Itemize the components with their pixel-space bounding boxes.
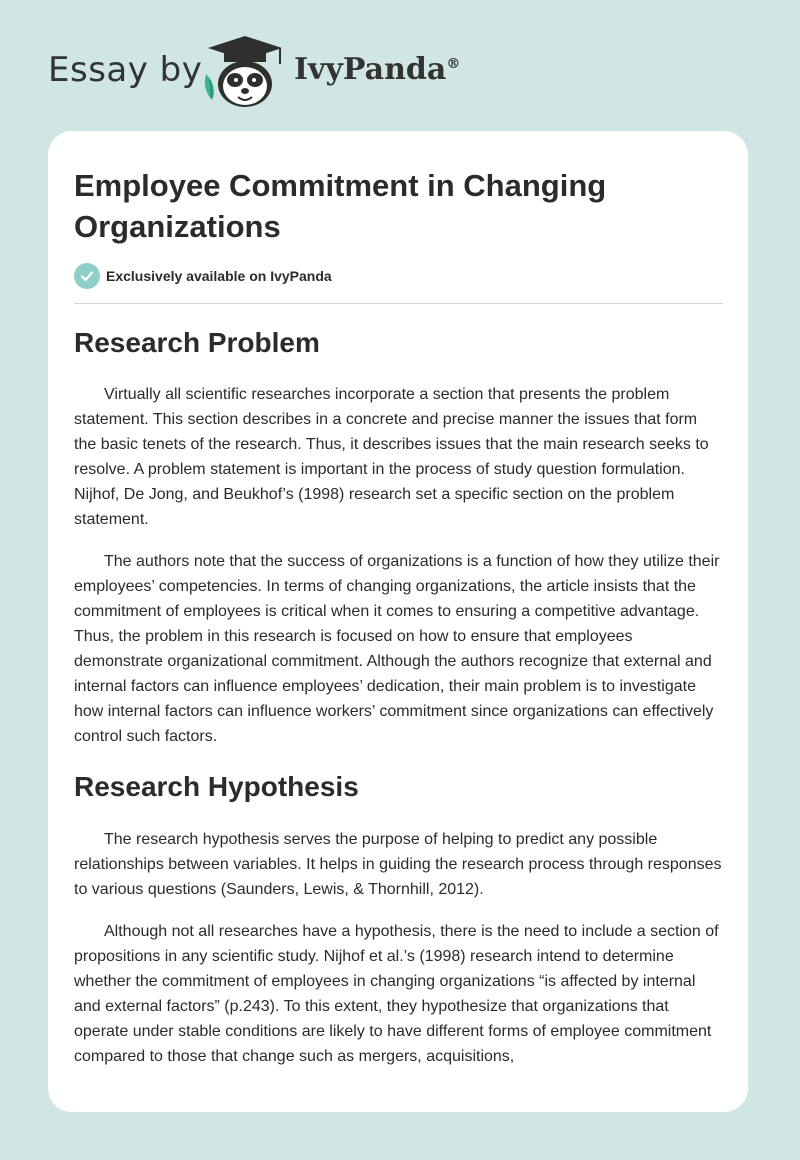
exclusive-label: Exclusively available on IvyPanda xyxy=(106,268,332,284)
section-heading: Research Problem xyxy=(74,327,320,358)
registered-mark: ® xyxy=(446,56,461,72)
paragraph: Although not all researches have a hypothesis, there is the need to include a section of propositions in any scientific study. Nijhof et al.’s (1998) research intend to determine whether the commitment of employees in changing organizations “is affected by internal and external factors” (p.243). To this extent, they hypothesize that organizations that operate under stable conditions are likely to have different forms of employee commitment compared to those that change such as mergers, acquisitions, xyxy=(74,923,719,1065)
section-research-hypothesis xyxy=(74,769,723,1069)
paragraph: The authors note that the success of organizations is a function of how they utilize their employees’ competencies. In terms of changing organizations, the article insists that the commitment of employees is critical when it comes to ensuring a competitive advantage. Thus, the problem in this research is focused on how to ensure that employees demonstrate organizational commitment. Although the authors recognize that external and internal factors can influence employees’ dedication, their main problem is to investigate how internal factors can influence workers’ commitment since organizations can effectively control such factors. xyxy=(74,553,720,745)
site-header xyxy=(48,30,748,110)
section-heading: Research Hypothesis xyxy=(74,771,359,802)
exclusive-badge xyxy=(74,263,332,289)
divider xyxy=(74,303,723,304)
check-circle-icon xyxy=(74,263,100,289)
panda-graduate-logo-icon[interactable] xyxy=(200,34,290,110)
essay-by-label: Essay by xyxy=(48,50,203,90)
paragraph: Virtually all scientific researches incorporate a section that presents the problem statement. This section describes in a concrete and precise manner the issues that form the basic tenets of the research. Thus, it describes issues that the main research seeks to resolve. A problem statement is important in the process of study question formulation. Nijhof, De Jong, and Beukhof’s (1998) research set a specific section on the problem statement. xyxy=(74,386,709,528)
brand-text: IvyPanda xyxy=(294,52,447,87)
paragraph: The research hypothesis serves the purpose of helping to predict any possible relationships between variables. It helps in guiding the research process through responses to various questions (Saunders, Lewis, & Thornhill, 2012). xyxy=(74,831,722,898)
essay-card xyxy=(48,131,748,1112)
section-research-problem xyxy=(74,325,723,749)
essay-title: Employee Commitment in Changing Organizations xyxy=(74,168,607,244)
brand-name[interactable] xyxy=(294,52,460,87)
